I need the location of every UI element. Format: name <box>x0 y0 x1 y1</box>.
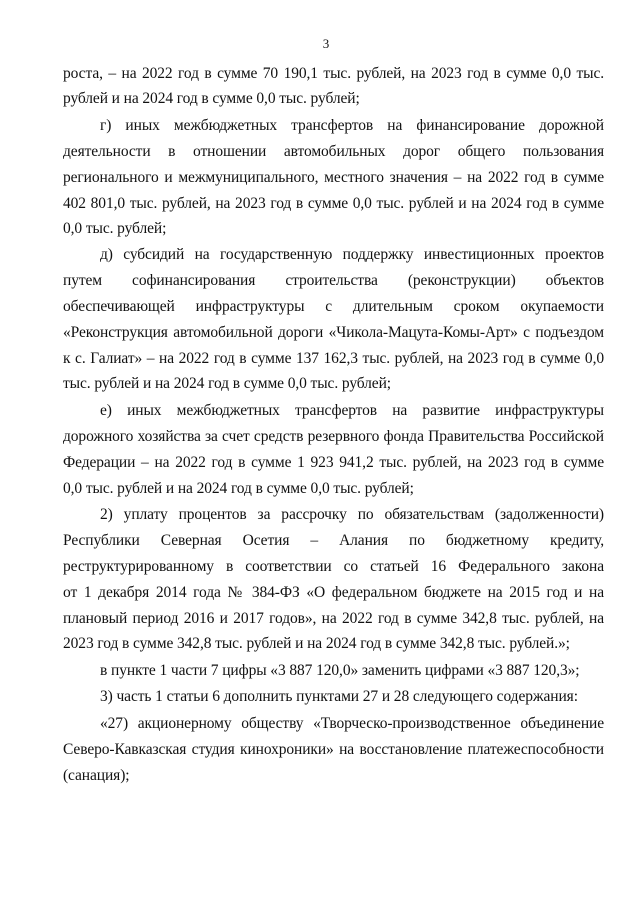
text-line-content: 2023 год в сумме 342,8 тыс. рублей и на 2024 год в сумме 342,8 тыс. рублей.»; <box>63 635 570 652</box>
text-line-content: от 1 декабря 2014 года № 384-ФЗ «О федеральном бюджете на 2015 год и на <box>63 584 604 601</box>
page-number: 3 <box>322 36 330 51</box>
text-line <box>100 506 604 524</box>
text-line-content: 3) часть 1 статьи 6 дополнить пунктами 27 и 28 следующего содержания: <box>100 688 578 705</box>
text-line <box>63 350 604 368</box>
text-line <box>63 375 391 393</box>
text-line <box>100 662 579 680</box>
text-line <box>100 715 604 733</box>
text-line <box>63 480 414 498</box>
text-line-content: 2) уплату процентов за рассрочку по обязательствам (задолженности) <box>100 506 604 523</box>
text-line <box>63 220 166 238</box>
text-line <box>63 741 604 759</box>
text-line-content: регионального и межмуниципального, местного значения – на 2022 год в сумме <box>63 169 604 186</box>
text-line <box>63 324 604 342</box>
text-line-content: г) иных межбюджетных трансфертов на финансирование дорожной <box>100 117 604 134</box>
text-line-content: к с. Галиат» – на 2022 год в сумме 137 162,3 тыс. рублей, на 2023 год в сумме 0,0 <box>63 350 604 367</box>
text-line-content: путем софинансирования строительства (реконструкции) объектов <box>63 272 604 289</box>
text-line-content: д) субсидий на государственную поддержку инвестиционных проектов <box>100 246 604 263</box>
text-line <box>63 610 604 628</box>
text-line <box>100 117 604 135</box>
text-line-content: деятельности в отношении автомобильных дорог общего пользования <box>63 143 604 160</box>
text-line <box>100 402 604 420</box>
text-line <box>63 65 604 83</box>
text-line <box>63 584 604 602</box>
text-line <box>63 532 604 550</box>
text-line-content: дорожного хозяйства за счет средств резервного фонда Правительства Российской <box>63 428 604 445</box>
text-line-content: 0,0 тыс. рублей; <box>63 220 167 237</box>
text-line <box>63 767 129 785</box>
text-line <box>63 90 360 108</box>
text-line-content: в пункте 1 части 7 цифры «3 887 120,0» заменить цифрами «3 887 120,3»; <box>100 662 580 679</box>
text-line <box>63 635 570 653</box>
text-line <box>63 169 604 187</box>
text-line-content: «Реконструкция автомобильной дороги «Чикола-Мацута-Комы-Арт» с подъездом <box>63 324 604 341</box>
text-line-content: тыс. рублей и на 2024 год в сумме 0,0 тыс. рублей; <box>63 375 391 392</box>
text-line <box>63 428 604 446</box>
text-line-content: реструктурированному в соответствии со статьей 16 Федерального закона <box>63 558 604 575</box>
text-line-content: «27) акционерному обществу «Творческо-производственное объединение <box>100 715 604 732</box>
text-line-content: 0,0 тыс. рублей и на 2024 год в сумме 0,0 тыс. рублей; <box>63 480 414 497</box>
text-line <box>63 143 604 161</box>
text-line-content: Северо-Кавказская студия кинохроники» на восстановление платежеспособности <box>63 741 604 758</box>
text-line-content: Республики Северная Осетия – Алания по бюджетному кредиту, <box>63 532 604 549</box>
text-line-content: (санация); <box>63 767 130 784</box>
text-line-content: плановый период 2016 и 2017 годов», на 2022 год в сумме 342,8 тыс. рублей, на <box>63 610 604 627</box>
text-line <box>100 688 578 706</box>
text-line-content: 402 801,0 тыс. рублей, на 2023 год в сумме 0,0 тыс. рублей и на 2024 год в сумме <box>63 195 604 212</box>
text-line <box>63 298 604 316</box>
text-line <box>63 454 604 472</box>
text-line-content: е) иных межбюджетных трансфертов на развитие инфраструктуры <box>100 402 604 419</box>
text-line <box>63 558 604 576</box>
text-line-content: рублей и на 2024 год в сумме 0,0 тыс. рублей; <box>63 90 360 107</box>
text-line <box>100 246 604 264</box>
text-line <box>63 272 604 290</box>
text-line-content: роста, – на 2022 год в сумме 70 190,1 тыс. рублей, на 2023 год в сумме 0,0 тыс. <box>63 65 604 82</box>
text-line <box>63 195 604 213</box>
text-line-content: обеспечивающей инфраструктуры с длительным сроком окупаемости <box>63 298 604 315</box>
text-line-content: Федерации – на 2022 год в сумме 1 923 941,2 тыс. рублей, на 2023 год в сумме <box>63 454 604 471</box>
